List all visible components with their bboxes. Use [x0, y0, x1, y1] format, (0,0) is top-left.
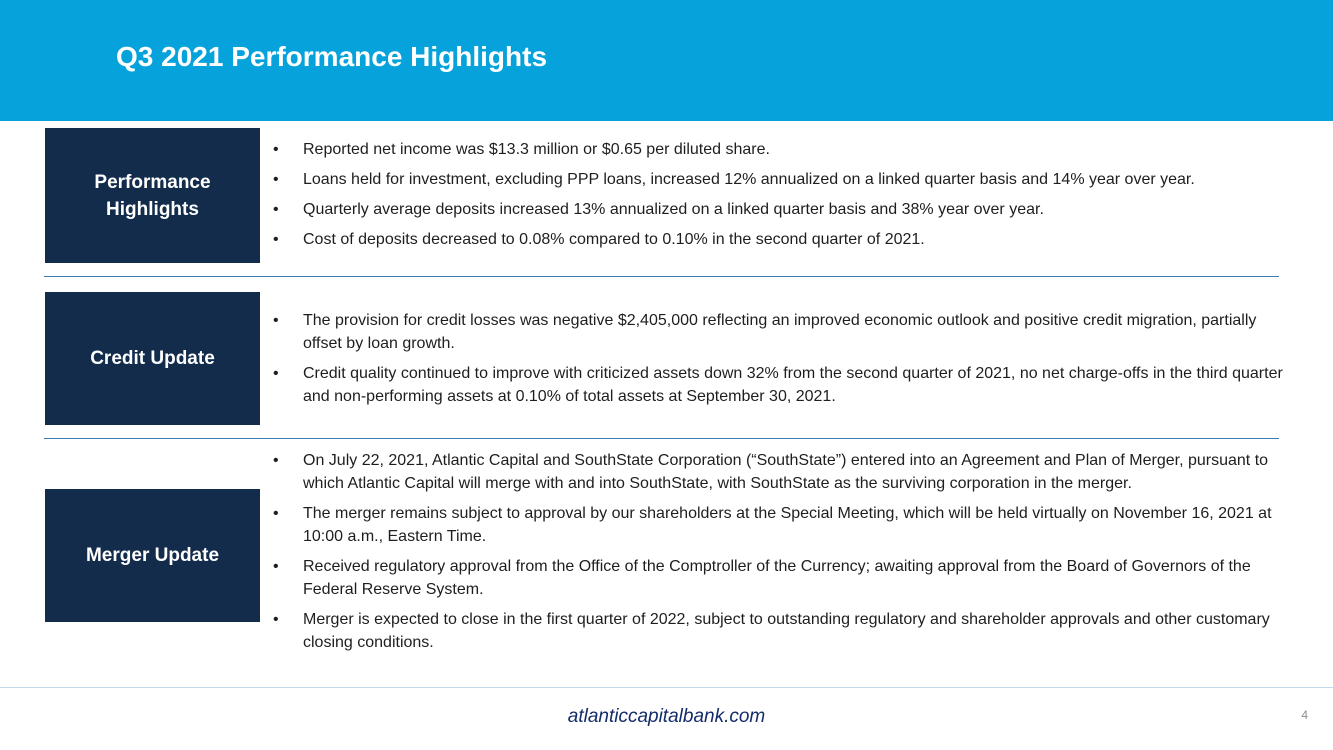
bullet-text: Cost of deposits decreased to 0.08% compared to 0.10% in the second quarter of 2021. [303, 231, 925, 248]
section-label-text: Credit Update [90, 348, 215, 369]
bullet-dot: • [273, 365, 279, 382]
credit-bullet-list [271, 309, 1291, 415]
bullet-text: Merger is expected to close in the first quarter of 2022, subject to outstanding regulatory and shareholder approvals and other customary closing conditions. [303, 611, 1270, 651]
section-divider [44, 276, 1279, 277]
bullet-dot: • [273, 201, 279, 218]
header-bar [0, 0, 1333, 121]
section-label-performance-highlights [45, 128, 260, 263]
bullet-text: Quarterly average deposits increased 13% annualized on a linked quarter basis and 38% year over year. [303, 201, 1044, 218]
bullet-text: Credit quality continued to improve with criticized assets down 32% from the second quarter of 2021, no net charge-offs in the third quarter and non-performing assets at 0.10% of total assets at September 30, 2021. [303, 365, 1283, 405]
bullet-dot: • [273, 611, 279, 628]
bullet-item [271, 228, 1291, 251]
section-label-merger-update [45, 489, 260, 622]
bullet-dot: • [273, 141, 279, 158]
merger-bullet-list [271, 449, 1291, 661]
bullet-item [271, 309, 1291, 355]
bullet-item [271, 362, 1291, 408]
bullet-dot: • [273, 505, 279, 522]
bullet-dot: • [273, 312, 279, 329]
bullet-text: The merger remains subject to approval by our shareholders at the Special Meeting, which will be held virtually on November 16, 2021 at 10:00 a.m., Eastern Time. [303, 505, 1272, 545]
bullet-dot: • [273, 231, 279, 248]
bullet-item [271, 502, 1291, 548]
bullet-item [271, 449, 1291, 495]
bullet-text: Loans held for investment, excluding PPP loans, increased 12% annualized on a linked quarter basis and 14% year over year. [303, 171, 1195, 188]
section-label-credit-update [45, 292, 260, 425]
bullet-item [271, 198, 1291, 221]
bullet-text: Received regulatory approval from the Office of the Comptroller of the Currency; awaiting approval from the Board of Governors of the Federal Reserve System. [303, 558, 1251, 598]
bullet-text: On July 22, 2021, Atlantic Capital and SouthState Corporation (“SouthState”) entered into an Agreement and Plan of Merger, pursuant to which Atlantic Capital will merge with and into SouthState, with SouthState as the surviving corporation in the merger. [303, 452, 1269, 492]
bullet-dot: • [273, 452, 279, 469]
footer-website-link[interactable]: atlanticcapitalbank.com [567, 706, 766, 727]
footer-divider [0, 687, 1333, 688]
bullet-item [271, 608, 1291, 654]
performance-bullet-list [271, 138, 1291, 258]
bullet-text: The provision for credit losses was negative $2,405,000 reflecting an improved economic outlook and positive credit migration, partially offset by loan growth. [303, 312, 1257, 352]
bullet-dot: • [273, 558, 279, 575]
bullet-item [271, 168, 1291, 191]
bullet-text: Reported net income was $13.3 million or $0.65 per diluted share. [303, 141, 770, 158]
slide-title: Q3 2021 Performance Highlights [116, 41, 548, 72]
bullet-item [271, 138, 1291, 161]
bullet-item [271, 555, 1291, 601]
bullet-dot: • [273, 171, 279, 188]
section-label-text: Performance Highlights [94, 171, 211, 220]
section-label-text: Merger Update [85, 545, 220, 566]
page-number: 4 [1301, 708, 1308, 722]
section-divider [44, 438, 1279, 439]
